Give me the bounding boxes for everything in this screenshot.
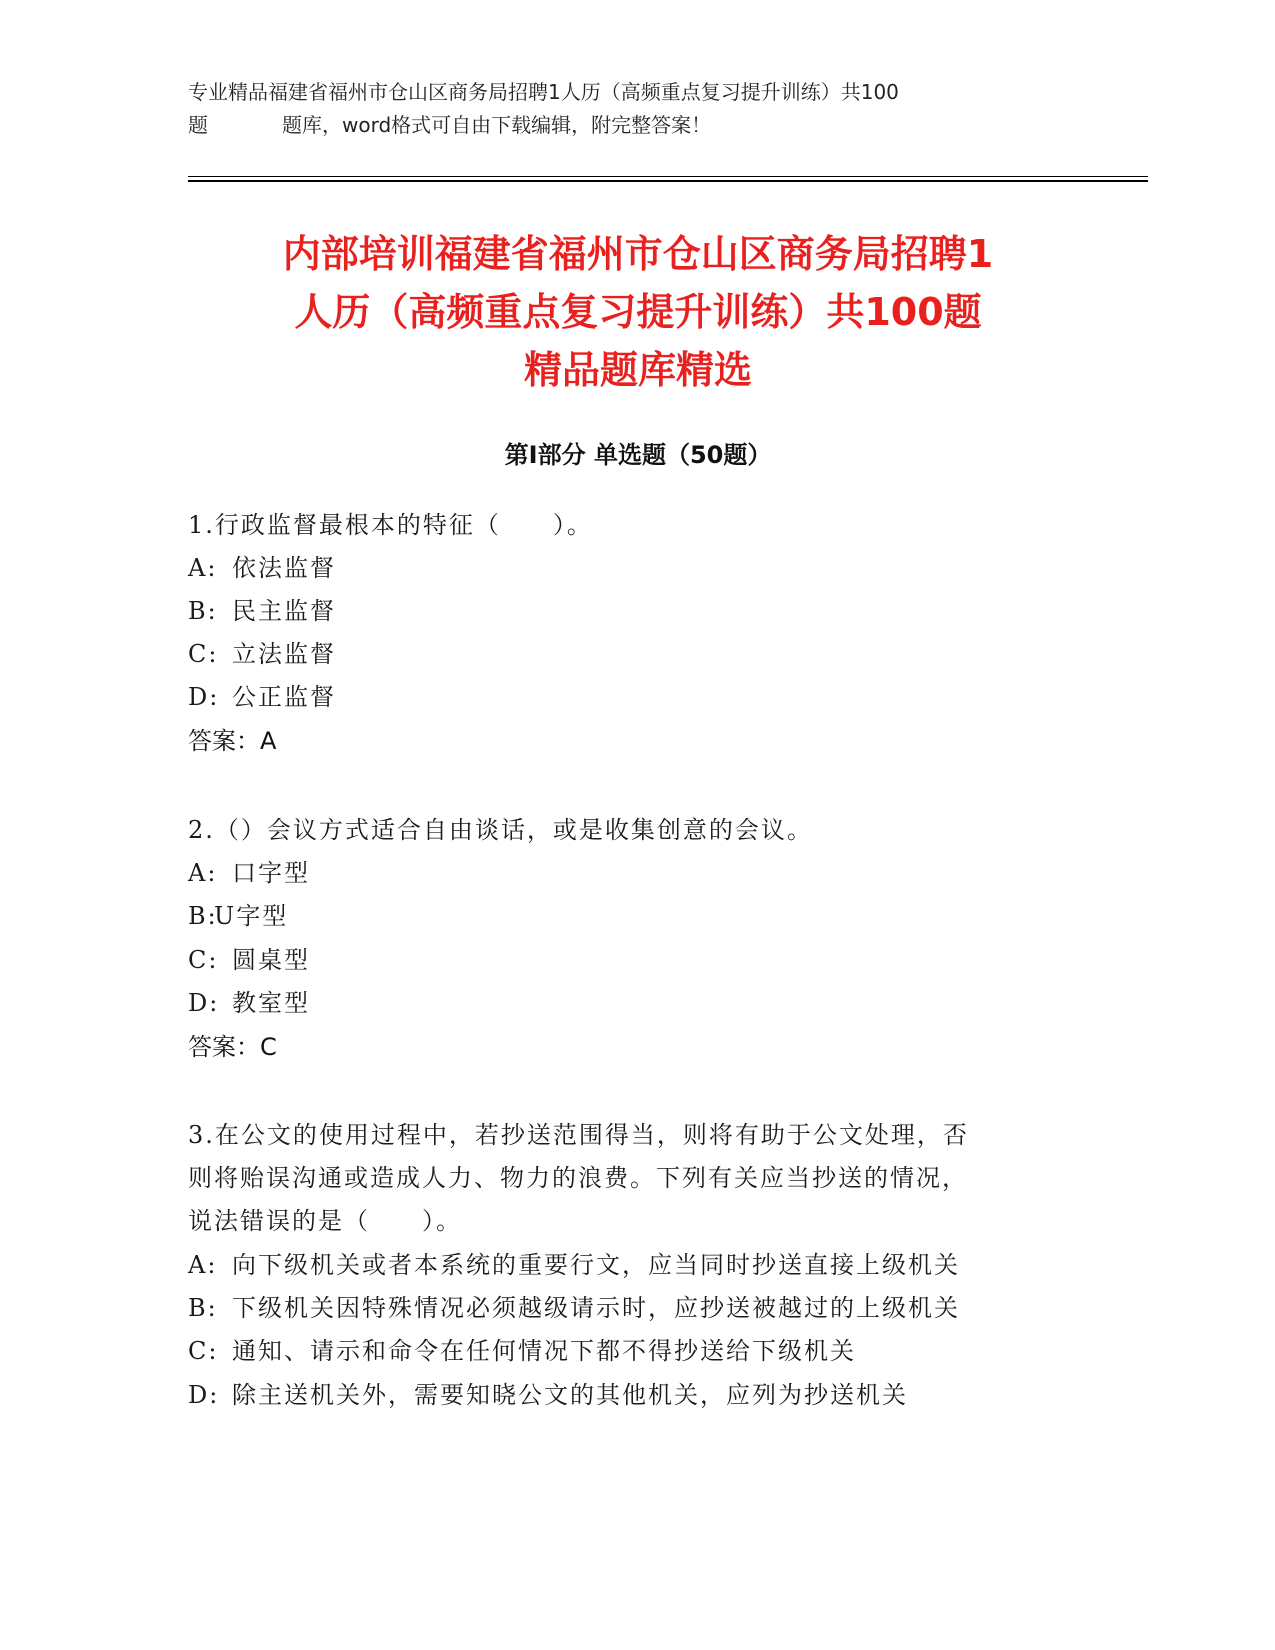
header-divider-thick	[188, 180, 1148, 182]
document-title	[188, 225, 1088, 399]
title-line-2: 人历（高频重点复习提升训练）共100题	[294, 290, 982, 334]
question-1-option-c: C: 立法监督	[188, 640, 336, 668]
question-3-text-line-1: 3.在公文的使用过程中，若抄送范围得当，则将有助于公文处理，否	[188, 1121, 969, 1149]
question-2-answer: 答案：C	[188, 1033, 277, 1061]
question-1-option-a: A: 依法监督	[188, 554, 336, 582]
header-divider-thin	[188, 176, 1148, 177]
question-1-option-b: B: 民主监督	[188, 597, 336, 625]
question-2-text: 2.（）会议方式适合自由谈话，或是收集创意的会议。	[188, 816, 813, 844]
question-1-answer: 答案：A	[188, 727, 277, 755]
question-1-text: 1.行政监督最根本的特征（ ）。	[188, 511, 593, 539]
section-heading: 第Ⅰ部分 单选题（50题）	[504, 441, 772, 469]
question-3-option-d: D: 除主送机关外，需要知晓公文的其他机关，应列为抄送机关	[188, 1381, 908, 1409]
header-line-1: 专业精品福建省福州市仓山区商务局招聘1人历（高频重点复习提升训练）共100	[188, 80, 899, 104]
question-3-option-a: A: 向下级机关或者本系统的重要行文，应当同时抄送直接上级机关	[188, 1251, 960, 1279]
title-line-1: 内部培训福建省福州市仓山区商务局招聘1	[282, 232, 994, 276]
header-line-2-prefix: 题	[188, 113, 208, 137]
title-line-3: 精品题库精选	[523, 348, 752, 392]
question-2-option-a: A: 口字型	[188, 859, 310, 887]
question-2-option-d: D: 教室型	[188, 989, 310, 1017]
question-3-text-line-2: 则将贻误沟通或造成人力、物力的浪费。下列有关应当抄送的情况，	[188, 1164, 968, 1192]
document-header	[188, 76, 1088, 142]
question-1-option-d: D: 公正监督	[188, 683, 336, 711]
question-3-text-line-3: 说法错误的是（ ）。	[188, 1207, 462, 1235]
question-2-option-c: C: 圆桌型	[188, 946, 310, 974]
header-line-2: 题库，word格式可自由下载编辑，附完整答案！	[282, 113, 712, 137]
question-3-option-c: C: 通知、请示和命令在任何情况下都不得抄送给下级机关	[188, 1337, 856, 1365]
question-3-option-b: B: 下级机关因特殊情况必须越级请示时，应抄送被越过的上级机关	[188, 1294, 960, 1322]
question-2-option-b: B:U字型	[188, 902, 289, 930]
